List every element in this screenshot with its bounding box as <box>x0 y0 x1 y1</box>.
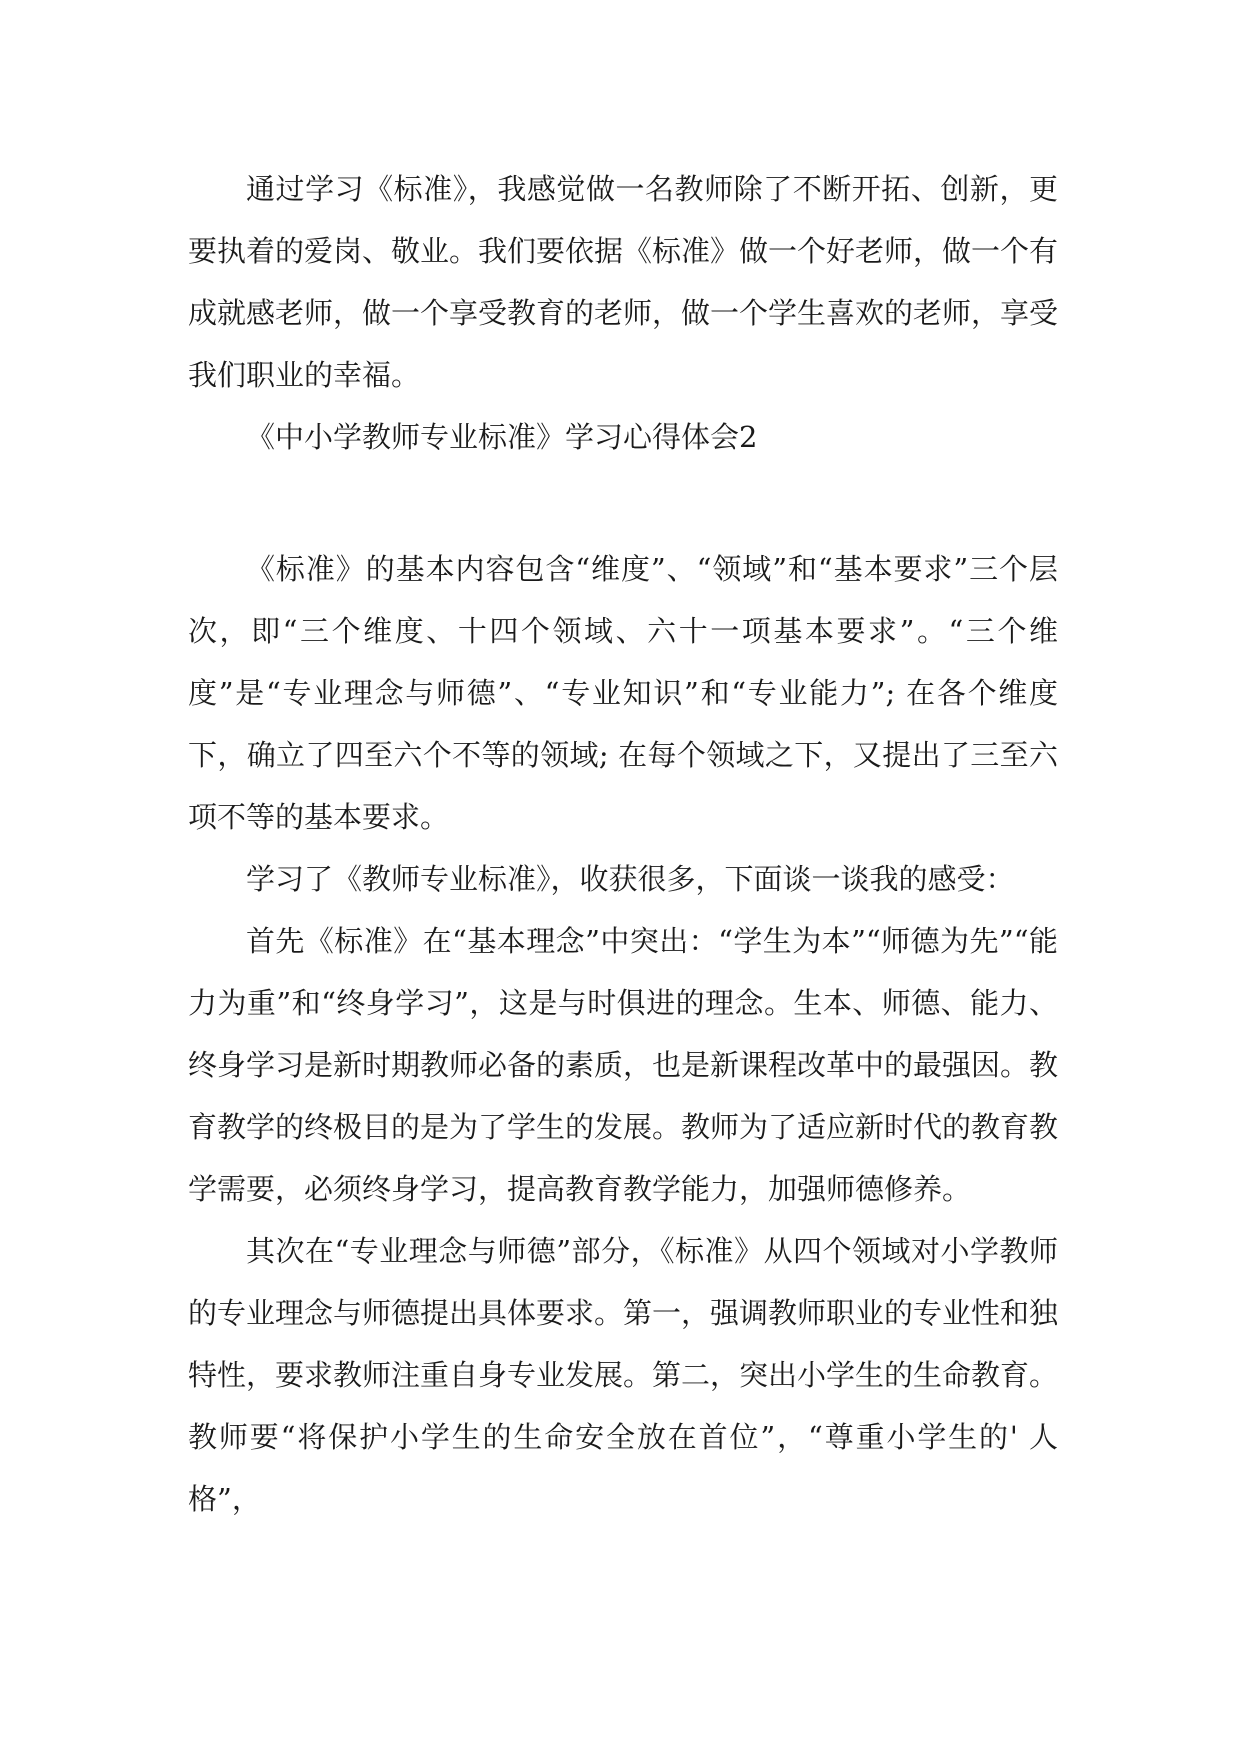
paragraph-intro: 通过学习《标准》，我感觉做一名教师除了不断开拓、创新，更要执着的爱岗、敬业。我们要依据《标准》做一个好老师，做一个有成就感老师，做一个享受教育的老师，做一个学生喜欢的老师，享受我们职业的幸福。 <box>188 172 1059 392</box>
paragraph-standard-content: 《标准》的基本内容包含“维度”、“领域”和“基本要求”三个层次，即“三个维度、十四个领域、六十一项基本要求”。“三个维度”是“专业理念与师德”、“专业知识”和“专业能力”; 在各个维度下，确立了四至六个不等的领域; 在每个领域之下，又提出了三至六项不等的基本要求。 <box>188 552 1058 834</box>
section-heading: 《中小学教师专业标准》学习心得体会2 <box>246 420 758 454</box>
document-body <box>188 158 1058 1530</box>
blank-spacer <box>188 468 1058 538</box>
paragraph-basic-concepts: 首先《标准》在“基本理念”中突出：“学生为本”“师德为先”“能力为重”和“终身学习”，这是与时俱进的理念。生本、师德、能力、终身学习是新时期教师必备的素质，也是新课程改革中的最强因。教育教学的终极目的是为了学生的发展。教师为了适应新时代的教育教学需要，必须终身学习，提高教育教学能力，加强师德修养。 <box>188 924 1059 1206</box>
paragraph-feelings-intro: 学习了《教师专业标准》，收获很多，下面谈一谈我的感受： <box>246 862 1015 896</box>
paragraph-professional-ethics: 其次在“专业理念与师德”部分，《标准》从四个领域对小学教师的专业理念与师德提出具体要求。第一，强调教师职业的专业性和独特性，要求教师注重自身专业发展。第二，突出小学生的生命教育。教师要“将保护小学生的生命安全放在首位”，“尊重小学生的' 人格”， <box>188 1234 1059 1516</box>
